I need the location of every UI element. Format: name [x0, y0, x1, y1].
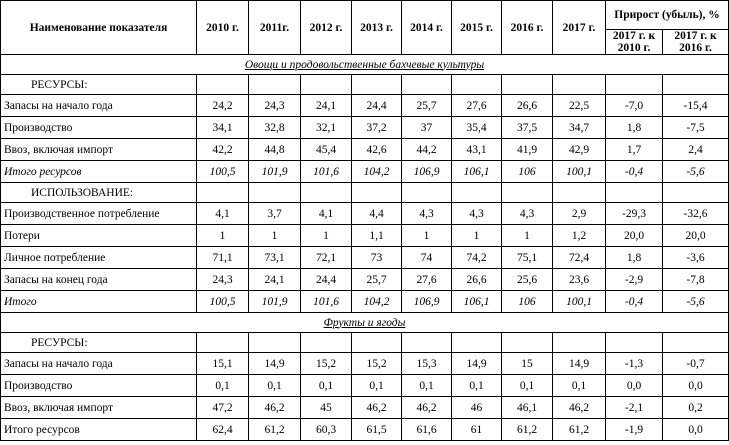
- header-year: 2017 г.: [553, 1, 606, 55]
- value-cell: 46,2: [249, 397, 301, 419]
- value-cell: 61,2: [553, 419, 606, 441]
- value-cell: 44,8: [249, 139, 301, 161]
- section-title: Овощи и продовольственные бахчевые культуры: [1, 55, 729, 75]
- value-cell: 15,1: [197, 353, 249, 375]
- value-cell: 24,3: [249, 95, 301, 117]
- value-cell: 43,1: [452, 139, 502, 161]
- value-cell: 1: [502, 225, 553, 247]
- value-cell: -32,6: [663, 203, 729, 225]
- empty-cell: [301, 75, 352, 95]
- header-year: 2015 г.: [452, 1, 502, 55]
- empty-cell: [606, 183, 663, 203]
- value-cell: -15,4: [663, 95, 729, 117]
- value-cell: -0,4: [606, 291, 663, 313]
- value-cell: 42,9: [553, 139, 606, 161]
- empty-cell: [502, 75, 553, 95]
- value-cell: 14,9: [249, 353, 301, 375]
- header-year: 2011г.: [249, 1, 301, 55]
- value-cell: 24,1: [249, 269, 301, 291]
- group-label: ИСПОЛЬЗОВАНИЕ:: [1, 183, 197, 203]
- indicator-name: Потери: [1, 225, 197, 247]
- indicator-name: Ввоз, включая импорт: [1, 139, 197, 161]
- value-cell: 15,2: [301, 353, 352, 375]
- indicator-name: Личное потребление: [1, 247, 197, 269]
- value-cell: 73: [352, 247, 402, 269]
- table-row: [1, 95, 729, 117]
- value-cell: 46,1: [502, 397, 553, 419]
- value-cell: 2,4: [663, 139, 729, 161]
- empty-cell: [663, 183, 729, 203]
- empty-cell: [197, 183, 249, 203]
- empty-cell: [402, 75, 452, 95]
- value-cell: 42,6: [352, 139, 402, 161]
- value-cell: 1: [402, 225, 452, 247]
- header-growth-title: Прирост (убыль), %: [606, 1, 729, 30]
- value-cell: 100,1: [553, 161, 606, 183]
- empty-cell: [502, 333, 553, 353]
- value-cell: 4,1: [197, 203, 249, 225]
- empty-cell: [197, 333, 249, 353]
- value-cell: 61,2: [249, 419, 301, 441]
- value-cell: 60,3: [301, 419, 352, 441]
- table-body: [1, 55, 729, 441]
- empty-cell: [301, 333, 352, 353]
- table-row: [1, 353, 729, 375]
- value-cell: -5,6: [663, 161, 729, 183]
- value-cell: 25,7: [402, 95, 452, 117]
- value-cell: 20,0: [606, 225, 663, 247]
- value-cell: -2,9: [606, 269, 663, 291]
- value-cell: 1: [301, 225, 352, 247]
- value-cell: 1,8: [606, 247, 663, 269]
- value-cell: 15,3: [402, 353, 452, 375]
- value-cell: 106,1: [452, 291, 502, 313]
- value-cell: 0,1: [452, 375, 502, 397]
- table-row: [1, 291, 729, 313]
- value-cell: 61,2: [502, 419, 553, 441]
- section-title: Фрукты и ягоды: [1, 313, 729, 333]
- value-cell: 101,6: [301, 291, 352, 313]
- value-cell: 46,2: [352, 397, 402, 419]
- empty-cell: [249, 333, 301, 353]
- value-cell: 45: [301, 397, 352, 419]
- empty-cell: [402, 183, 452, 203]
- group-label-row: [1, 75, 729, 95]
- value-cell: -0,4: [606, 161, 663, 183]
- empty-cell: [606, 333, 663, 353]
- value-cell: 14,9: [553, 353, 606, 375]
- value-cell: 101,9: [249, 161, 301, 183]
- value-cell: 37: [402, 117, 452, 139]
- table-row: [1, 225, 729, 247]
- value-cell: -3,6: [663, 247, 729, 269]
- value-cell: 45,4: [301, 139, 352, 161]
- value-cell: 3,7: [249, 203, 301, 225]
- empty-cell: [606, 75, 663, 95]
- value-cell: 74: [402, 247, 452, 269]
- value-cell: 104,2: [352, 161, 402, 183]
- table-row: [1, 269, 729, 291]
- value-cell: 42,2: [197, 139, 249, 161]
- empty-cell: [352, 333, 402, 353]
- header-year: 2014 г.: [402, 1, 452, 55]
- table-row: [1, 375, 729, 397]
- value-cell: 0,1: [553, 375, 606, 397]
- header-growth-col: 2017 г. к 2010 г.: [606, 30, 663, 55]
- value-cell: 37,5: [502, 117, 553, 139]
- value-cell: 100,5: [197, 161, 249, 183]
- indicator-name: Производство: [1, 117, 197, 139]
- value-cell: 73,1: [249, 247, 301, 269]
- value-cell: 25,7: [352, 269, 402, 291]
- value-cell: 37,2: [352, 117, 402, 139]
- value-cell: 100,5: [197, 291, 249, 313]
- indicator-name: Производственное потребление: [1, 203, 197, 225]
- section-title-row: [1, 313, 729, 333]
- empty-cell: [249, 183, 301, 203]
- empty-cell: [502, 183, 553, 203]
- indicator-name: Ввоз, включая импорт: [1, 397, 197, 419]
- value-cell: 22,5: [553, 95, 606, 117]
- group-label-row: [1, 183, 729, 203]
- value-cell: 1: [452, 225, 502, 247]
- table-row: [1, 139, 729, 161]
- value-cell: 61,5: [352, 419, 402, 441]
- value-cell: 24,1: [301, 95, 352, 117]
- value-cell: 24,2: [197, 95, 249, 117]
- value-cell: 35,4: [452, 117, 502, 139]
- empty-cell: [452, 183, 502, 203]
- indicator-name: Итого: [1, 291, 197, 313]
- value-cell: 72,4: [553, 247, 606, 269]
- table-row: [1, 247, 729, 269]
- value-cell: 41,9: [502, 139, 553, 161]
- value-cell: 72,1: [301, 247, 352, 269]
- indicator-name: Производство: [1, 375, 197, 397]
- empty-cell: [402, 333, 452, 353]
- table-row: [1, 117, 729, 139]
- value-cell: 15,2: [352, 353, 402, 375]
- indicator-name: Запасы на начало года: [1, 353, 197, 375]
- indicator-name: Итого ресурсов: [1, 161, 197, 183]
- value-cell: -7,0: [606, 95, 663, 117]
- value-cell: 32,1: [301, 117, 352, 139]
- value-cell: 0,0: [606, 375, 663, 397]
- value-cell: -5,6: [663, 291, 729, 313]
- value-cell: 27,6: [452, 95, 502, 117]
- value-cell: 15: [502, 353, 553, 375]
- value-cell: -2,1: [606, 397, 663, 419]
- indicator-name: Итого ресурсов: [1, 419, 197, 441]
- value-cell: 4,3: [502, 203, 553, 225]
- value-cell: 104,2: [352, 291, 402, 313]
- value-cell: 4,3: [402, 203, 452, 225]
- value-cell: 0,2: [663, 397, 729, 419]
- value-cell: 1,1: [352, 225, 402, 247]
- value-cell: 0,1: [402, 375, 452, 397]
- value-cell: -29,3: [606, 203, 663, 225]
- value-cell: 4,3: [452, 203, 502, 225]
- value-cell: 4,1: [301, 203, 352, 225]
- empty-cell: [249, 75, 301, 95]
- table-row: [1, 161, 729, 183]
- value-cell: 106,9: [402, 291, 452, 313]
- empty-cell: [553, 333, 606, 353]
- value-cell: 2,9: [553, 203, 606, 225]
- value-cell: 101,9: [249, 291, 301, 313]
- value-cell: 46,2: [402, 397, 452, 419]
- value-cell: 14,9: [452, 353, 502, 375]
- value-cell: 44,2: [402, 139, 452, 161]
- value-cell: 46: [452, 397, 502, 419]
- value-cell: 74,2: [452, 247, 502, 269]
- value-cell: 47,2: [197, 397, 249, 419]
- value-cell: -7,5: [663, 117, 729, 139]
- value-cell: 0,1: [502, 375, 553, 397]
- empty-cell: [663, 333, 729, 353]
- value-cell: 23,6: [553, 269, 606, 291]
- value-cell: 106: [502, 161, 553, 183]
- table-row: [1, 419, 729, 441]
- value-cell: 61: [452, 419, 502, 441]
- value-cell: 106: [502, 291, 553, 313]
- value-cell: 1,8: [606, 117, 663, 139]
- value-cell: 34,1: [197, 117, 249, 139]
- value-cell: 0,0: [663, 375, 729, 397]
- empty-cell: [301, 183, 352, 203]
- table-header: [1, 1, 729, 55]
- value-cell: 0,1: [301, 375, 352, 397]
- empty-cell: [663, 75, 729, 95]
- empty-cell: [553, 183, 606, 203]
- value-cell: 101,6: [301, 161, 352, 183]
- header-year: 2012 г.: [301, 1, 352, 55]
- value-cell: 106,1: [452, 161, 502, 183]
- empty-cell: [553, 75, 606, 95]
- value-cell: -0,7: [663, 353, 729, 375]
- empty-cell: [197, 75, 249, 95]
- table-row: [1, 397, 729, 419]
- value-cell: 32,8: [249, 117, 301, 139]
- header-name-col: Наименование показателя: [1, 1, 197, 55]
- empty-cell: [452, 333, 502, 353]
- value-cell: 24,4: [301, 269, 352, 291]
- table-row: [1, 203, 729, 225]
- indicator-name: Запасы на начало года: [1, 95, 197, 117]
- header-growth-col: 2017 г. к 2016 г.: [663, 30, 729, 55]
- value-cell: 106,9: [402, 161, 452, 183]
- value-cell: 0,1: [352, 375, 402, 397]
- value-cell: 20,0: [663, 225, 729, 247]
- value-cell: 1: [197, 225, 249, 247]
- empty-cell: [352, 75, 402, 95]
- value-cell: 25,6: [502, 269, 553, 291]
- value-cell: 0,1: [249, 375, 301, 397]
- section-title-row: [1, 55, 729, 75]
- header-year: 2016 г.: [502, 1, 553, 55]
- value-cell: 27,6: [402, 269, 452, 291]
- value-cell: 0,0: [663, 419, 729, 441]
- value-cell: 1,2: [553, 225, 606, 247]
- empty-cell: [452, 75, 502, 95]
- value-cell: 0,1: [197, 375, 249, 397]
- group-label: РЕСУРСЫ:: [1, 75, 197, 95]
- value-cell: 46,2: [553, 397, 606, 419]
- value-cell: 24,4: [352, 95, 402, 117]
- header-year: 2013 г.: [352, 1, 402, 55]
- value-cell: 75,1: [502, 247, 553, 269]
- indicator-name: Запасы на конец года: [1, 269, 197, 291]
- value-cell: 100,1: [553, 291, 606, 313]
- value-cell: 24,3: [197, 269, 249, 291]
- value-cell: 34,7: [553, 117, 606, 139]
- value-cell: 26,6: [502, 95, 553, 117]
- value-cell: 61,6: [402, 419, 452, 441]
- group-label-row: [1, 333, 729, 353]
- value-cell: -7,8: [663, 269, 729, 291]
- value-cell: 1,7: [606, 139, 663, 161]
- value-cell: -1,9: [606, 419, 663, 441]
- value-cell: 62,4: [197, 419, 249, 441]
- value-cell: -1,3: [606, 353, 663, 375]
- value-cell: 26,6: [452, 269, 502, 291]
- value-cell: 1: [249, 225, 301, 247]
- value-cell: 4,4: [352, 203, 402, 225]
- header-year: 2010 г.: [197, 1, 249, 55]
- empty-cell: [352, 183, 402, 203]
- group-label: РЕСУРСЫ:: [1, 333, 197, 353]
- value-cell: 71,1: [197, 247, 249, 269]
